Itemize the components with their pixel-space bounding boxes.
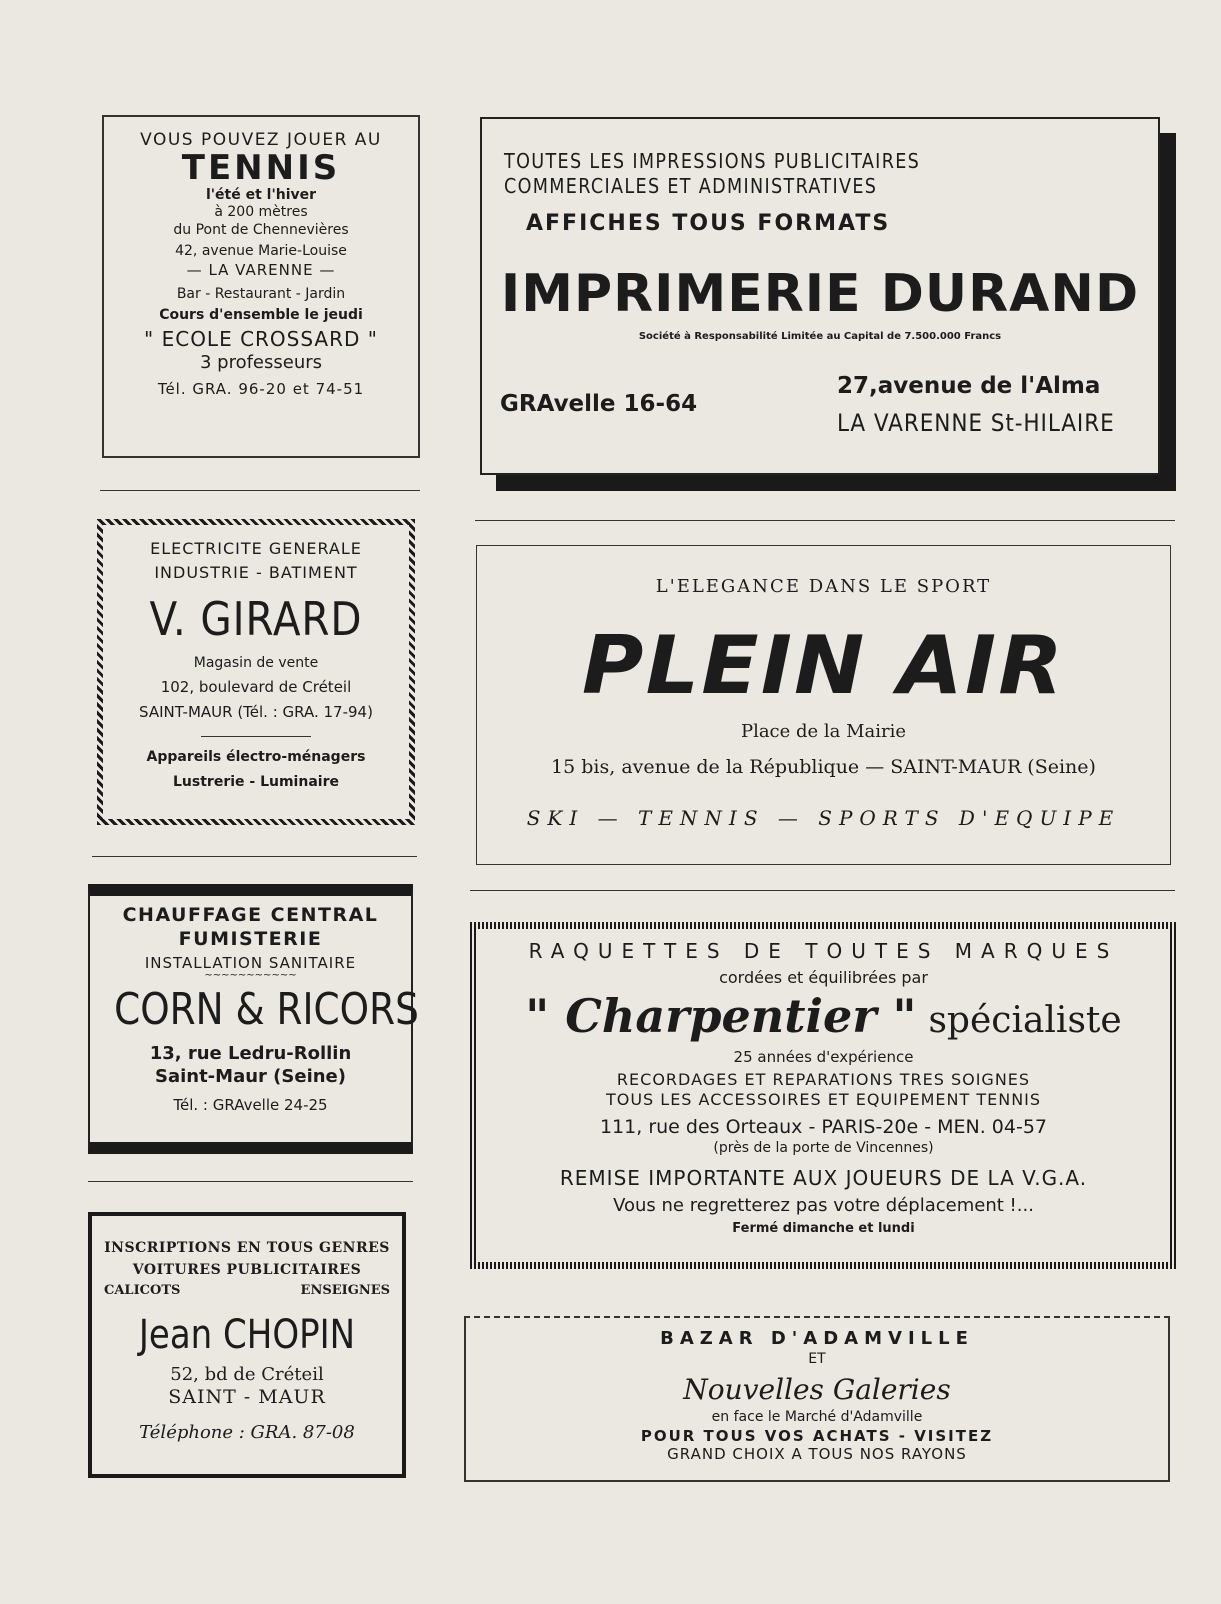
charpentier-line: RAQUETTES DE TOUTES MARQUES xyxy=(528,939,1119,963)
durand-town: LA VARENNE St-HILAIRE xyxy=(837,409,1115,437)
bazar-line: ET xyxy=(808,1350,826,1367)
corn-name: CORN & RICORS xyxy=(114,984,419,1036)
girard-ad xyxy=(97,519,415,825)
charpentier-line: 25 années d'expérience xyxy=(733,1047,914,1066)
tennis-line: Cours d'ensemble le jeudi xyxy=(159,307,363,324)
chopin-row xyxy=(104,1281,390,1301)
charpentier-line: cordées et équilibrées par xyxy=(719,968,928,987)
separator-rule xyxy=(475,520,1175,521)
charpentier-name: " Charpentier " xyxy=(525,989,917,1043)
bazar-line: POUR TOUS VOS ACHATS - VISITEZ xyxy=(640,1426,994,1445)
charpentier-line: REMISE IMPORTANTE AUX JOUEURS DE LA V.G.A. xyxy=(559,1165,1088,1190)
tennis-line: VOUS POUVEZ JOUER AU xyxy=(140,130,382,150)
tennis-ad xyxy=(102,115,420,458)
durand-ad xyxy=(480,117,1160,475)
bazar-line: en face le Marché d'Adamville xyxy=(711,1409,923,1425)
durand-legal: Société à Responsabilité Limitée au Capital de 7.500.000 Francs xyxy=(638,331,1002,342)
girard-line: Appareils électro-ménagers xyxy=(146,748,366,765)
wave-ornament: ~~~~~~~~~~~ xyxy=(204,970,297,982)
plein-air-line: L'ELEGANCE DANS LE SPORT xyxy=(655,576,992,597)
corn-address: 13, rue Ledru-Rollin xyxy=(149,1043,352,1065)
chopin-line: ENSEIGNES xyxy=(300,1283,390,1299)
durand-line: COMMERCIALES ET ADMINISTRATIVES xyxy=(504,174,878,198)
plein-air-name: PLEIN AIR xyxy=(581,619,1066,712)
girard-divider xyxy=(201,736,311,737)
chopin-address: 52, bd de Créteil xyxy=(170,1363,324,1385)
charpentier-address-note: (près de la porte de Vincennes) xyxy=(713,1140,934,1156)
chopin-name: Jean CHOPIN xyxy=(138,1311,356,1358)
corn-line: FUMISTERIE xyxy=(178,927,323,950)
separator-rule xyxy=(88,1181,413,1182)
tennis-headline: TENNIS xyxy=(181,148,341,189)
girard-name: V. GIRARD xyxy=(149,592,363,646)
durand-address: 27,avenue de l'Alma xyxy=(837,373,1101,399)
durand-line: TOUTES LES IMPRESSIONS PUBLICITAIRES xyxy=(504,149,921,173)
tennis-school: " ECOLE CROSSARD " xyxy=(144,326,378,351)
chopin-line: VOITURES PUBLICITAIRES xyxy=(132,1261,362,1278)
charpentier-specialty: spécialiste xyxy=(928,1000,1122,1041)
corn-line: INSTALLATION SANITAIRE xyxy=(144,953,357,972)
tennis-teachers: 3 professeurs xyxy=(199,351,323,373)
tennis-line: du Pont de Chennevières xyxy=(173,221,349,238)
bazar-line: BAZAR D'ADAMVILLE xyxy=(660,1328,974,1349)
separator-rule xyxy=(470,890,1175,891)
corn-phone: Tél. : GRAvelle 24-25 xyxy=(173,1096,328,1115)
girard-line: ELECTRICITE GENERALE xyxy=(150,539,362,558)
corn-line: CHAUFFAGE CENTRAL xyxy=(122,904,379,926)
girard-phone: SAINT-MAUR (Tél. : GRA. 17-94) xyxy=(139,702,373,721)
bazar-line: GRAND CHOIX A TOUS NOS RAYONS xyxy=(667,1445,967,1464)
tennis-town: — LA VARENNE — xyxy=(186,260,336,279)
charpentier-title xyxy=(477,988,1170,1046)
girard-line: INDUSTRIE - BATIMENT xyxy=(154,563,358,582)
chopin-phone: Téléphone : GRA. 87-08 xyxy=(139,1421,355,1443)
tennis-line: Bar - Restaurant - Jardin xyxy=(176,285,346,302)
plein-air-sports: SKI — TENNIS — SPORTS D'EQUIPE xyxy=(526,806,1121,830)
girard-address: 102, boulevard de Créteil xyxy=(160,678,352,696)
girard-line: Magasin de vente xyxy=(193,654,319,671)
charpentier-ad xyxy=(470,922,1177,1269)
durand-intro xyxy=(504,149,920,199)
chopin-line: CALICOTS xyxy=(104,1283,181,1299)
durand-phone: GRAvelle 16-64 xyxy=(500,391,698,417)
plein-air-line: Place de la Mairie xyxy=(740,721,907,742)
charpentier-address: 111, rue des Orteaux - PARIS-20e - MEN. 04-57 xyxy=(599,1116,1048,1139)
charpentier-line: RECORDAGES ET REPARATIONS TRES SOIGNES xyxy=(616,1070,1031,1090)
tennis-line: à 200 mètres xyxy=(214,204,308,221)
charpentier-line: TOUS LES ACCESSOIRES ET EQUIPEMENT TENNIS xyxy=(605,1090,1042,1110)
charpentier-line: Vous ne regretterez pas votre déplacement !... xyxy=(613,1194,1034,1216)
charpentier-hours: Fermé dimanche et lundi xyxy=(732,1221,915,1236)
girard-line: Lustrerie - Luminaire xyxy=(173,774,339,790)
durand-line: AFFICHES TOUS FORMATS xyxy=(526,211,891,236)
tennis-phone: Tél. GRA. 96-20 et 74-51 xyxy=(157,380,365,399)
bazar-name: Nouvelles Galeries xyxy=(683,1373,951,1406)
durand-name: IMPRIMERIE DURAND xyxy=(500,264,1140,324)
corn-ricors-ad xyxy=(88,884,419,1154)
bazar-ad xyxy=(464,1316,1170,1482)
chopin-town: SAINT - MAUR xyxy=(168,1386,326,1409)
tennis-address: 42, avenue Marie-Louise xyxy=(175,243,347,260)
tennis-line: l'été et l'hiver xyxy=(205,186,317,203)
chopin-ad xyxy=(88,1212,406,1478)
chopin-line: INSCRIPTIONS EN TOUS GENRES xyxy=(104,1240,390,1256)
separator-rule xyxy=(92,856,417,857)
corn-town: Saint-Maur (Seine) xyxy=(154,1065,346,1087)
plein-air-address: 15 bis, avenue de la République — SAINT-MAUR (Seine) xyxy=(551,756,1096,778)
plein-air-ad xyxy=(476,545,1171,865)
separator-rule xyxy=(100,490,420,491)
